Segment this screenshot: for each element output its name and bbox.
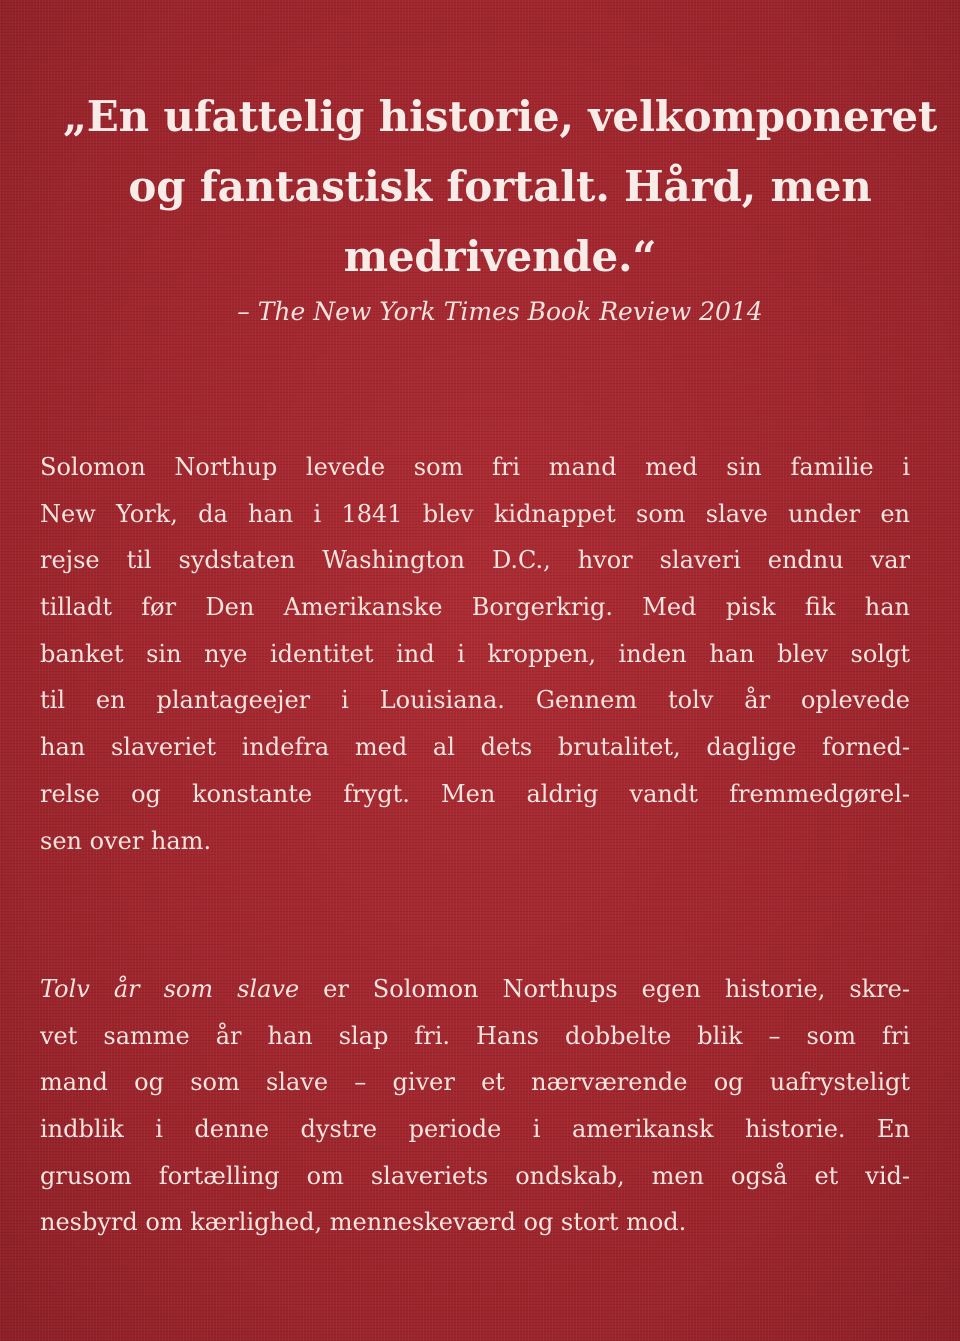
quote-line: og fantastisk fortalt. Hård, men xyxy=(128,162,872,211)
text-line: grusom fortælling om slaveriets ondskab, men også et vid- xyxy=(40,1161,910,1190)
text-line: New York, da han i 1841 blev kidnappet som slave under en xyxy=(40,499,910,528)
text-line: til en plantageejer i Louisiana. Gennem tolv år oplevede xyxy=(40,686,910,715)
text-line: han slaveriet indefra med al dets brutalitet, daglige forned- xyxy=(40,733,910,762)
text-line: vet samme år han slap fri. Hans dobbelte blik – som fri xyxy=(40,1021,910,1050)
text-line: banket sin nye identitet ind i kroppen, inden han blev solgt xyxy=(40,639,910,668)
review-quote xyxy=(60,82,940,292)
synopsis-paragraph xyxy=(40,444,910,864)
text-fragment: er Solomon Northups egen historie, skre- xyxy=(299,975,910,1003)
text-line: Solomon Northup levede som fri mand med sin familie i xyxy=(40,453,910,481)
text-line xyxy=(40,966,910,1013)
text-line: nesbyrd om kærlighed, menneskeværd og stort mod. xyxy=(40,1208,687,1237)
description-paragraph xyxy=(40,966,910,1246)
text-line: sen over ham. xyxy=(40,826,212,855)
text-line: indblik i denne dystre periode i amerikansk historie. En xyxy=(40,1115,910,1144)
text-line: rejse til sydstaten Washington D.C., hvor slaveri endnu var xyxy=(40,546,910,575)
text-line: tilladt før Den Amerikanske Borgerkrig. Med pisk fik han xyxy=(40,593,910,622)
quote-line: medrivende.“ xyxy=(343,232,657,281)
book-title: Tolv år som slave xyxy=(40,975,300,1003)
quote-attribution: – The New York Times Book Review 2014 xyxy=(237,297,763,326)
text-line: mand og som slave – giver et nærværende og uafrysteligt xyxy=(40,1068,910,1097)
text-line: relse og konstante frygt. Men aldrig vandt fremmedgørel- xyxy=(40,779,910,808)
quote-line: „En ufattelig historie, velkomponeret xyxy=(62,92,938,141)
